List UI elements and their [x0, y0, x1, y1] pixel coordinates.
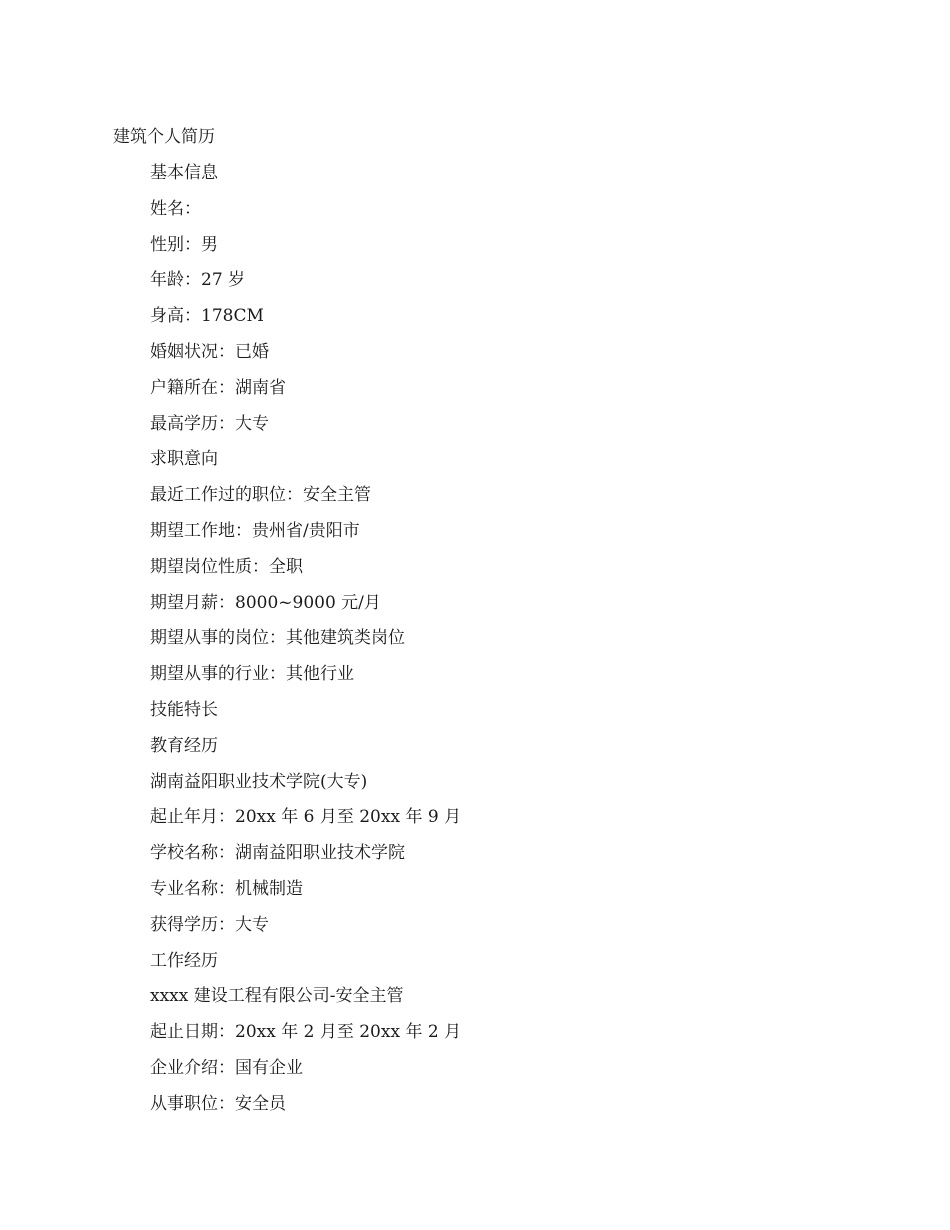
section-heading-job-intention: 求职意向	[150, 449, 218, 470]
field-household-registration: 户籍所在：湖南省	[150, 377, 286, 398]
field-school-name: 学校名称：湖南益阳职业技术学院	[150, 843, 405, 864]
section-heading-education: 教育经历	[150, 735, 218, 756]
field-marital-status: 婚姻状况：已婚	[150, 341, 269, 362]
field-desired-location: 期望工作地：贵州省/贵阳市	[150, 520, 360, 541]
field-name: 姓名：	[150, 198, 201, 219]
field-job-type: 期望岗位性质：全职	[150, 556, 303, 577]
resume-lines	[150, 160, 461, 1127]
work-company-heading: xxxx 建设工程有限公司-安全主管	[150, 986, 404, 1007]
field-height: 身高：178CM	[150, 306, 264, 327]
field-work-period: 起止日期：20xx 年 2 月至 20xx 年 2 月	[150, 1022, 462, 1043]
field-education-period: 起止年月：20xx 年 6 月至 20xx 年 9 月	[150, 807, 462, 828]
section-heading-basic-info: 基本信息	[150, 163, 218, 183]
field-desired-industry: 期望从事的行业：其他行业	[150, 664, 354, 685]
section-heading-work-experience: 工作经历	[150, 950, 218, 971]
field-gender: 性别：男	[150, 234, 218, 255]
field-company-intro: 企业介绍：国有企业	[150, 1057, 303, 1078]
field-highest-education: 最高学历：大专	[150, 413, 269, 434]
field-major: 专业名称：机械制造	[150, 878, 303, 899]
document-title: 建筑个人简历	[113, 127, 215, 147]
field-recent-position: 最近工作过的职位：安全主管	[150, 485, 371, 506]
field-position-held: 从事职位：安全员	[150, 1093, 286, 1114]
education-school-heading: 湖南益阳职业技术学院(大专)	[150, 771, 368, 792]
field-degree: 获得学历：大专	[150, 914, 269, 935]
field-desired-role: 期望从事的岗位：其他建筑类岗位	[150, 628, 405, 649]
field-desired-salary: 期望月薪：8000~9000 元/月	[150, 592, 381, 613]
section-heading-skills: 技能特长	[150, 699, 218, 720]
field-age: 年龄：27 岁	[150, 270, 246, 291]
